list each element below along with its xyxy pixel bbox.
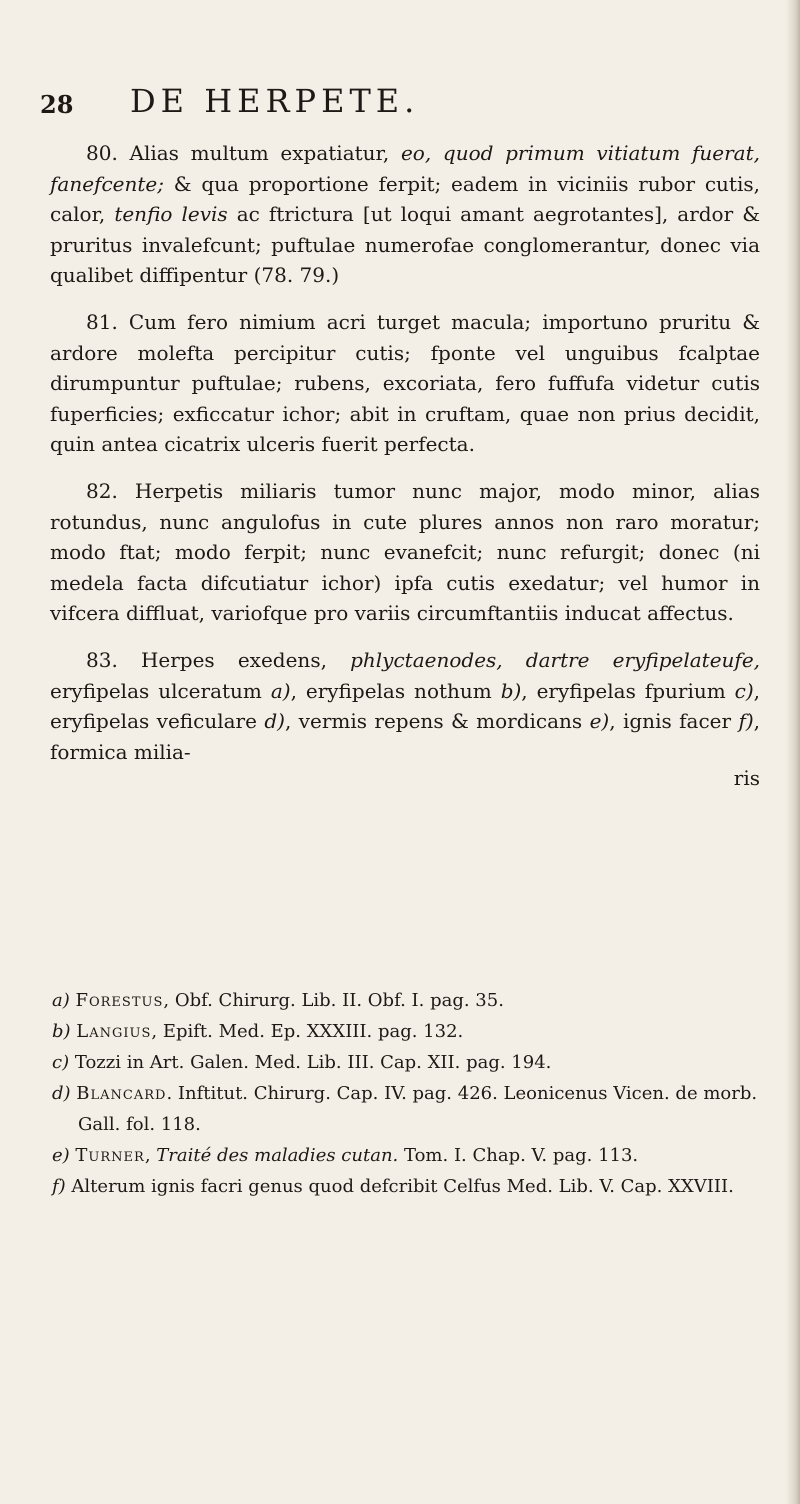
footnote-ref: f) [738,709,754,734]
footnote-ref: b) [500,678,522,703]
footnote-mark: a) [52,990,70,1011]
text-run: , ignis facer [609,709,739,734]
text-run: Alias multum expatiatur, [117,141,401,165]
footnote-mark: b) [52,1021,71,1042]
text-run: & qua proportione ferpit; eadem in viciniis rubor cutis, calor, [50,171,760,227]
footnote-italic: Traité des maladies cutan. [156,1145,399,1166]
footnote-ref: a) [270,678,291,703]
footnote-author: Langius [76,1021,152,1042]
footnote-mark: d) [52,1083,71,1104]
paragraph-80 [50,138,760,291]
paragraph-82 [50,476,760,629]
footnote-ref: e) [589,709,610,734]
footnote-b [52,1016,760,1047]
text-run: , vermis repens & mordicans [284,709,590,734]
text-run: Herpetis miliaris tumor nunc major, modo minor, alias rotundus, nunc angulofus in cute plures annos non raro moratur; modo ftat; modo ferpit; nunc evanefcit; nunc refurgit; donec (ni medela facta difcutiatur ichor) ipfa cutis exedatur; vel humor in vifcera diffluat, variofque pro variis circumftantiis inducat affectus. [50,478,760,626]
section-number: 80. [86,141,118,165]
text-run: , eryfipelas veficulare [50,678,760,734]
footnote-a [52,985,760,1016]
footnote-author: Blancard [76,1083,167,1104]
catchword: ris [733,766,760,791]
page-edge-shadow [786,0,800,1504]
text-run: Cum fero nimium acri turget macula; importuno pruritu & ardore molefta percipitur cutis; fponte vel unguibus fcalptae dirumpuntur puftulae; rubens, excoriata, fero fuffufa videtur cutis fuperficies; exficcatur ichor; abit in cruftam, quae non prius decidit, quin antea cicatrix ulceris fuerit perfecta. [50,309,760,457]
page-title: DE HERPETE. [130,82,420,120]
section-number: 82. [86,478,118,503]
text-run: eryfipelas ulceratum [50,678,271,703]
text-run: Herpes exedens, [117,647,351,672]
footnote-ref: d) [264,709,285,734]
footnote-text: , [144,1145,157,1166]
italic-run: eo, quod primum vitiatum fuerat, fanefcente; [50,141,760,196]
footnote-f [52,1171,760,1202]
footnote-c [52,1047,760,1078]
running-head [40,82,740,122]
section-number: 83. [86,647,118,672]
footnote-text: Tom. I. Chap. V. pag. 113. [398,1145,639,1166]
footnote-mark: e) [52,1145,70,1166]
footnote-text: Alterum ignis facri genus quod defcribit Celfus Med. Lib. V. Cap. XXVIII. [71,1176,734,1197]
text-run: , formica milia- [50,709,761,764]
footnote-text: , Obf. Chirurg. Lib. II. Obf. I. pag. 35. [163,990,504,1011]
footnote-mark: c) [52,1052,70,1073]
paragraph-83 [50,645,760,794]
footnote-text: Tozzi in Art. Galen. Med. Lib. III. Cap. XII. pag. 194. [74,1052,552,1073]
footnotes [52,985,760,1202]
text-run: , eryfipelas nothum [290,678,501,703]
footnote-text: , Epift. Med. Ep. XXXIII. pag. 132. [151,1021,464,1042]
page-number: 28 [40,90,74,119]
footnote-author: Forestus [75,990,164,1011]
footnote-e [52,1140,760,1171]
footnote-d [52,1078,760,1140]
main-text [50,138,760,810]
footnote-author: Turner [75,1145,145,1166]
footnote-ref: c) [734,678,754,703]
italic-run: phlyctaenodes, dartre eryfipelateufe, [350,647,761,672]
footnote-text: . Inftitut. Chirurg. Cap. IV. pag. 426. Leonicenus Vicen. de morb. Gall. fol. 118. [78,1083,758,1135]
text-run: ac ftrictura [ut loqui amant aegrotantes], ardor & pruritus invalefcunt; puftulae numerofae conglomerantur, donec via qualibet diffipentur (78. 79.) [50,202,760,288]
section-number: 81. [86,309,118,334]
text-run: , eryfipelas fpurium [521,678,735,703]
paragraph-81 [50,307,760,460]
italic-run: tenfio levis [114,202,228,227]
footnote-mark: f) [52,1176,66,1197]
